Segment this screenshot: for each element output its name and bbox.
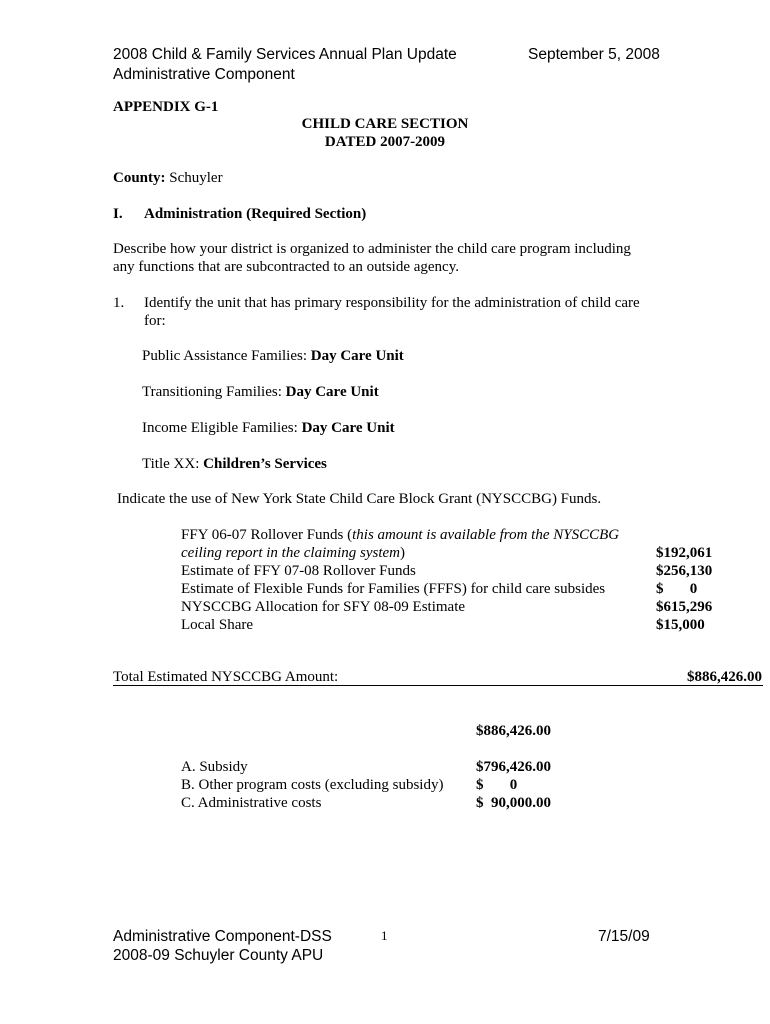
breakdown-item-label: B. Other program costs (excluding subsidy) xyxy=(181,777,444,793)
unit-public-assistance: Public Assistance Families: Day Care Unit xyxy=(142,348,404,364)
unit-value: Day Care Unit xyxy=(310,348,404,364)
describe-line-2: any functions that are subcontracted to an outside agency. xyxy=(113,259,459,275)
funds-row-value: $615,296 xyxy=(656,599,713,615)
rollover-line-1: FFY 06-07 Rollover Funds (this amount is available from the NYSCCBG xyxy=(181,527,620,543)
page-number: 1 xyxy=(381,928,388,943)
funds-row-label: NYSCCBG Allocation for SFY 08-09 Estimate xyxy=(181,599,466,615)
funds-row-value: $15,000 xyxy=(656,617,705,633)
unit-value: Day Care Unit xyxy=(301,420,395,436)
unit-transitioning: Transitioning Families: Day Care Unit xyxy=(142,384,379,400)
unit-income-eligible: Income Eligible Families: Day Care Unit xyxy=(142,420,395,436)
funds-row-value: $256,130 xyxy=(656,563,713,579)
funds-row-label: Estimate of Flexible Funds for Families (FFFS) for child care subsides xyxy=(181,581,606,597)
breakdown-item-label: C. Administrative costs xyxy=(181,795,322,811)
rollover-value: $192,061 xyxy=(656,545,713,561)
header-date: September 5, 2008 xyxy=(528,46,660,63)
funds-row-label: Estimate of FFY 07-08 Rollover Funds xyxy=(181,563,416,579)
county-value: Schuyler xyxy=(169,170,223,186)
breakdown-total: $886,426.00 xyxy=(476,723,551,739)
total-label: Total Estimated NYSCCBG Amount: xyxy=(113,669,339,685)
rollover-line-2: ceiling report in the claiming system) xyxy=(181,545,405,561)
footer-line-2: 2008-09 Schuyler County APU xyxy=(113,947,324,964)
unit-title-xx: Title XX: Children’s Services xyxy=(142,456,327,472)
item-line-2: for: xyxy=(144,313,166,329)
header-title: 2008 Child & Family Services Annual Plan Update xyxy=(113,46,457,63)
footer-line-1: Administrative Component-DSS xyxy=(113,928,332,945)
unit-value: Children’s Services xyxy=(203,456,327,472)
county-label: County: xyxy=(113,170,166,186)
funds-row-label: Local Share xyxy=(181,617,254,633)
item-line-1: Identify the unit that has primary responsibility for the administration of child care xyxy=(144,295,640,311)
item-number: 1. xyxy=(113,295,125,311)
header-subtitle: Administrative Component xyxy=(113,66,295,83)
nysccbg-indicate: Indicate the use of New York State Child Care Block Grant (NYSCCBG) Funds. xyxy=(117,491,602,507)
breakdown-item-value: $796,426.00 xyxy=(476,759,551,775)
breakdown-item-label: A. Subsidy xyxy=(181,759,248,775)
unit-value: Day Care Unit xyxy=(285,384,379,400)
total-underline xyxy=(113,685,763,686)
footer-date: 7/15/09 xyxy=(598,928,650,945)
appendix-label: APPENDIX G-1 xyxy=(113,99,219,115)
county-line xyxy=(113,170,223,187)
total-value: $886,426.00 xyxy=(687,669,762,685)
section-dated: DATED 2007-2009 xyxy=(324,134,446,150)
part-numeral: I. xyxy=(113,206,123,222)
part-heading: Administration (Required Section) xyxy=(144,206,367,222)
section-title: CHILD CARE SECTION xyxy=(301,116,469,132)
describe-line-1: Describe how your district is organized to administer the child care program including xyxy=(113,241,631,257)
breakdown-item-value: $ 90,000.00 xyxy=(476,795,551,811)
funds-row-value: $ 0 xyxy=(656,581,698,597)
breakdown-item-value: $ 0 xyxy=(476,777,518,793)
